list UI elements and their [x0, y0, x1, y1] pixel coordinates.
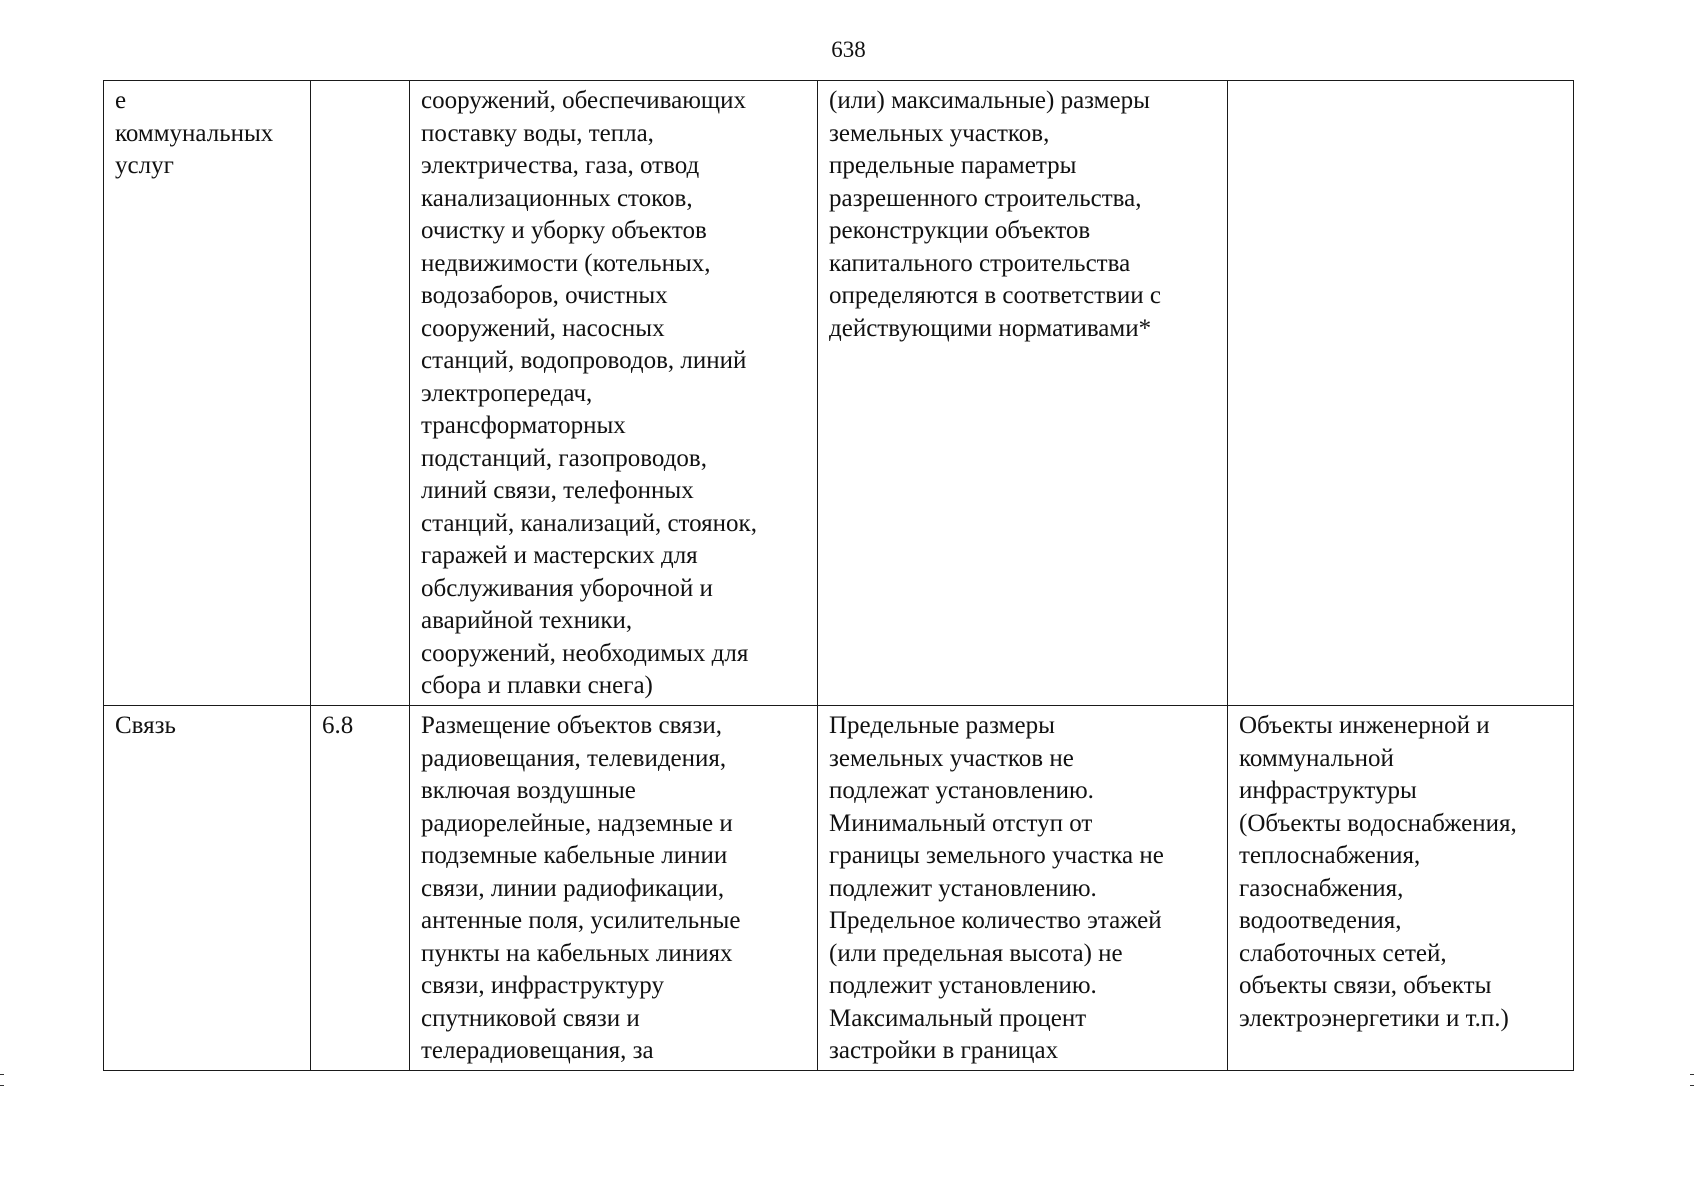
land-use-name-cell: е коммунальных услуг [104, 81, 311, 706]
table-row [104, 81, 1574, 706]
scan-edge-mark-left [0, 1074, 4, 1086]
land-use-code-cell [311, 81, 410, 706]
auxiliary-uses-cell: Объекты инженерной и коммунальной инфраструктуры (Объекты водоснабжения, теплоснабжения, газоснабжения, водоотведения, слаботочных сетей, объекты связи, объекты электроэнергетики и т.п.) [1228, 706, 1574, 1071]
table-row [104, 706, 1574, 1071]
land-use-code-cell: 6.8 [311, 706, 410, 1071]
land-use-description-cell: сооружений, обеспечивающих поставку воды, тепла, электричества, газа, отвод канализационных стоков, очистку и уборку объектов недвижимости (котельных, водозаборов, очистных сооружений, насосных станций, водопроводов, линий электропередач, трансформаторных подстанций, газопроводов, линий связи, телефонных станций, канализаций, стоянок, гаражей и мастерских для обслуживания уборочной и аварийной техники, сооружений, необходимых для сбора и плавки снега) [410, 81, 818, 706]
land-use-table [103, 80, 1574, 1071]
building-parameters-cell: (или) максимальные) размеры земельных участков, предельные параметры разрешенного строительства, реконструкции объектов капитального строительства определяются в соответствии с действующими нормативами* [818, 81, 1228, 706]
land-use-name-cell: Связь [104, 706, 311, 1071]
scan-edge-mark-right [1690, 1074, 1694, 1086]
building-parameters-cell: Предельные размеры земельных участков не подлежат установлению. Минимальный отступ от границы земельного участка не подлежит установлению. Предельное количество этажей (или предельная высота) не подлежит установлению. Максимальный процент застройки в границах [818, 706, 1228, 1071]
auxiliary-uses-cell [1228, 81, 1574, 706]
land-use-description-cell: Размещение объектов связи, радиовещания, телевидения, включая воздушные радиорелейные, надземные и подземные кабельные линии связи, линии радиофикации, антенные поля, усилительные пункты на кабельных линиях связи, инфраструктуру спутниковой связи и телерадиовещания, за [410, 706, 818, 1071]
page-number: 638 [831, 37, 866, 62]
